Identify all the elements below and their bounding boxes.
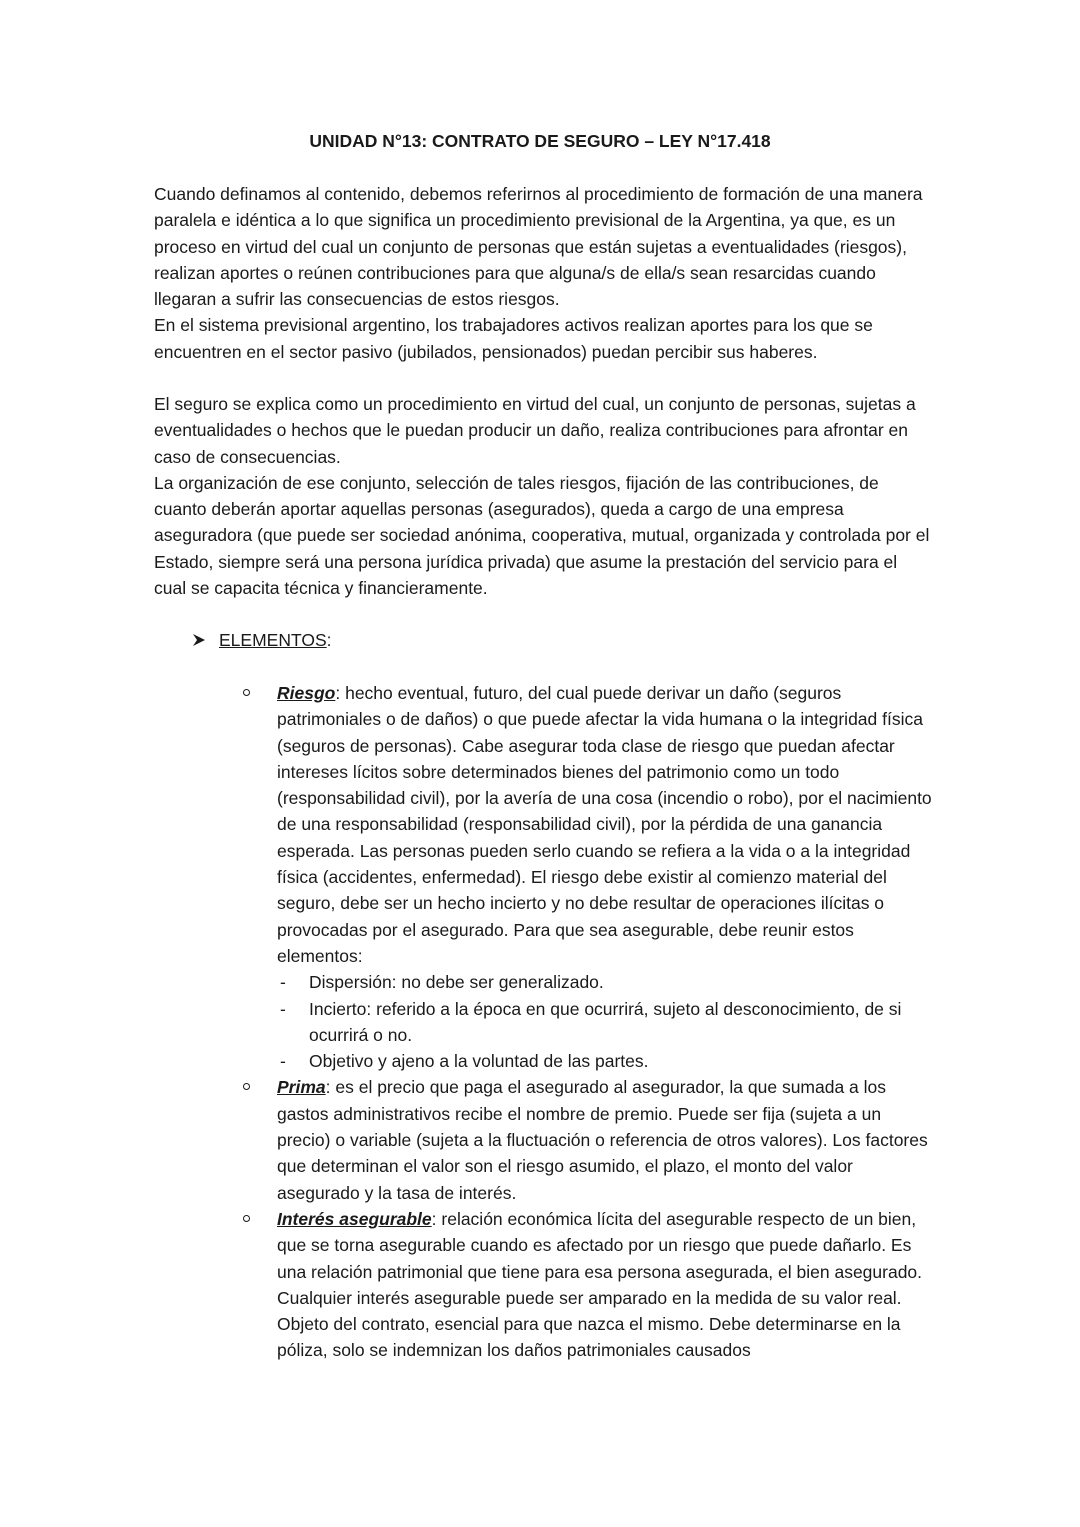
condition-text: Dispersión: no debe ser generalizado. bbox=[309, 972, 604, 993]
condition-item bbox=[277, 996, 936, 1049]
element-description: : relación económica lícita del asegurable respecto de un bien, que se torna asegurable cuando es afectado por un riesgo que puede dañarlo. Es una relación patrimonial que tiene para esa persona asegurada, el bien asegurado. Cualquier interés asegurable puede ser amparado en la medida de su valor real. Objeto del contrato, esencial para que nazca el mismo. Debe determinarse en la póliza, solo se indemnizan los daños patrimoniales causados bbox=[277, 1208, 923, 1361]
intro-paragraph: La organización de ese conjunto, selección de tales riesgos, fijación de las contribuciones, de cuanto deberán aportar aquellas personas (asegurados), queda a cargo de una empresa aseguradora (que puede ser sociedad anónima, cooperativa, mutual, organizada y controlada por el Estado, siempre será una persona jurídica privada) que asume la prestación del servicio para el cual se capacita técnica y financieramente. bbox=[154, 472, 930, 599]
dash-bullet: - bbox=[280, 1051, 286, 1072]
dash-bullet: - bbox=[280, 972, 286, 993]
elements-list bbox=[236, 680, 936, 1364]
element-term: Riesgo bbox=[277, 683, 336, 703]
condition-text: Incierto: referido a la época en que ocurrirá, sujeto al desconocimiento, de si ocurrirá o no. bbox=[309, 998, 902, 1045]
element-term: Prima bbox=[277, 1077, 326, 1098]
page-title: UNIDAD N°13: CONTRATO DE SEGURO – LEY N°17.418 bbox=[309, 131, 771, 151]
dash-bullet: - bbox=[280, 998, 286, 1019]
element-description: : hecho eventual, futuro, del cual puede derivar un daño (seguros patrimoniales o de daños) o que puede afectar la vida humana o la integridad física (seguros de personas). Cabe asegurar toda clase de riesgo que puedan afectar intereses lícitos sobre determinados bienes del patrimonio como un todo (responsabilidad civil), por la avería de una cosa (incendio o robo), por el nacimiento de una responsabilidad (responsabilidad civil), por la pérdida de una ganancia esperada. Las personas pueden serlo cuando se refiera a la vida o a la integridad física (accidentes, enfermedad). El riesgo debe existir al comienzo material del seguro, debe ser un hecho incierto y no debe resultar de operaciones ilícitas o provocadas por el asegurado. Para que sea asegurable, debe reunir estos elementos: bbox=[277, 683, 932, 966]
circle-bullet-icon bbox=[243, 689, 250, 696]
element-description: : es el precio que paga el asegurado al asegurador, la que sumada a los gastos administrativos recibe el nombre de premio. Puede ser fija (sujeta a un precio) o variable (sujeta a la fluctuación o referencia de otros valores). Los factores que determinan el valor son el riesgo asumido, el plazo, el monto del valor asegurado y la tasa de interés. bbox=[277, 1077, 928, 1203]
intro-block-1 bbox=[154, 181, 934, 365]
circle-bullet-icon bbox=[243, 1083, 250, 1090]
intro-paragraph: Cuando definamos al contenido, debemos referirnos al procedimiento de formación de una manera paralela e idéntica a lo que significa un procedimiento previsional de la Argentina, ya que, es un proceso en virtud del cual un conjunto de personas que están sujetas a eventualidades (riesgos), realizan aportes o reúnen contribuciones para que alguna/s de ella/s sean resarcidas cuando llegaran a sufrir las consecuencias de estos riesgos. bbox=[154, 184, 923, 310]
riesgo-conditions-list bbox=[277, 969, 936, 1074]
intro-paragraph: El seguro se explica como un procedimiento en virtud del cual, un conjunto de personas, sujetas a eventualidades o hechos que le puedan producir un daño, realiza contribuciones para afrontar en caso de consecuencias. bbox=[154, 394, 916, 467]
element-item-riesgo bbox=[236, 680, 936, 1074]
intro-block-2 bbox=[154, 391, 934, 601]
arrowhead-bullet-icon bbox=[192, 633, 206, 647]
element-item-interes-asegurable bbox=[236, 1206, 936, 1364]
condition-item bbox=[277, 969, 936, 995]
element-item-prima bbox=[236, 1074, 936, 1205]
section-label: ELEMENTOS bbox=[219, 630, 327, 650]
element-term: Interés asegurable bbox=[277, 1208, 432, 1229]
section-heading bbox=[192, 627, 332, 653]
condition-item bbox=[277, 1048, 936, 1074]
condition-text: Objetivo y ajeno a la voluntad de las partes. bbox=[309, 1051, 649, 1072]
circle-bullet-icon bbox=[243, 1215, 250, 1222]
intro-paragraph: En el sistema previsional argentino, los trabajadores activos realizan aportes para los que se encuentren en el sector pasivo (jubilados, pensionados) puedan percibir sus haberes. bbox=[154, 315, 873, 362]
section-colon: : bbox=[326, 630, 332, 650]
